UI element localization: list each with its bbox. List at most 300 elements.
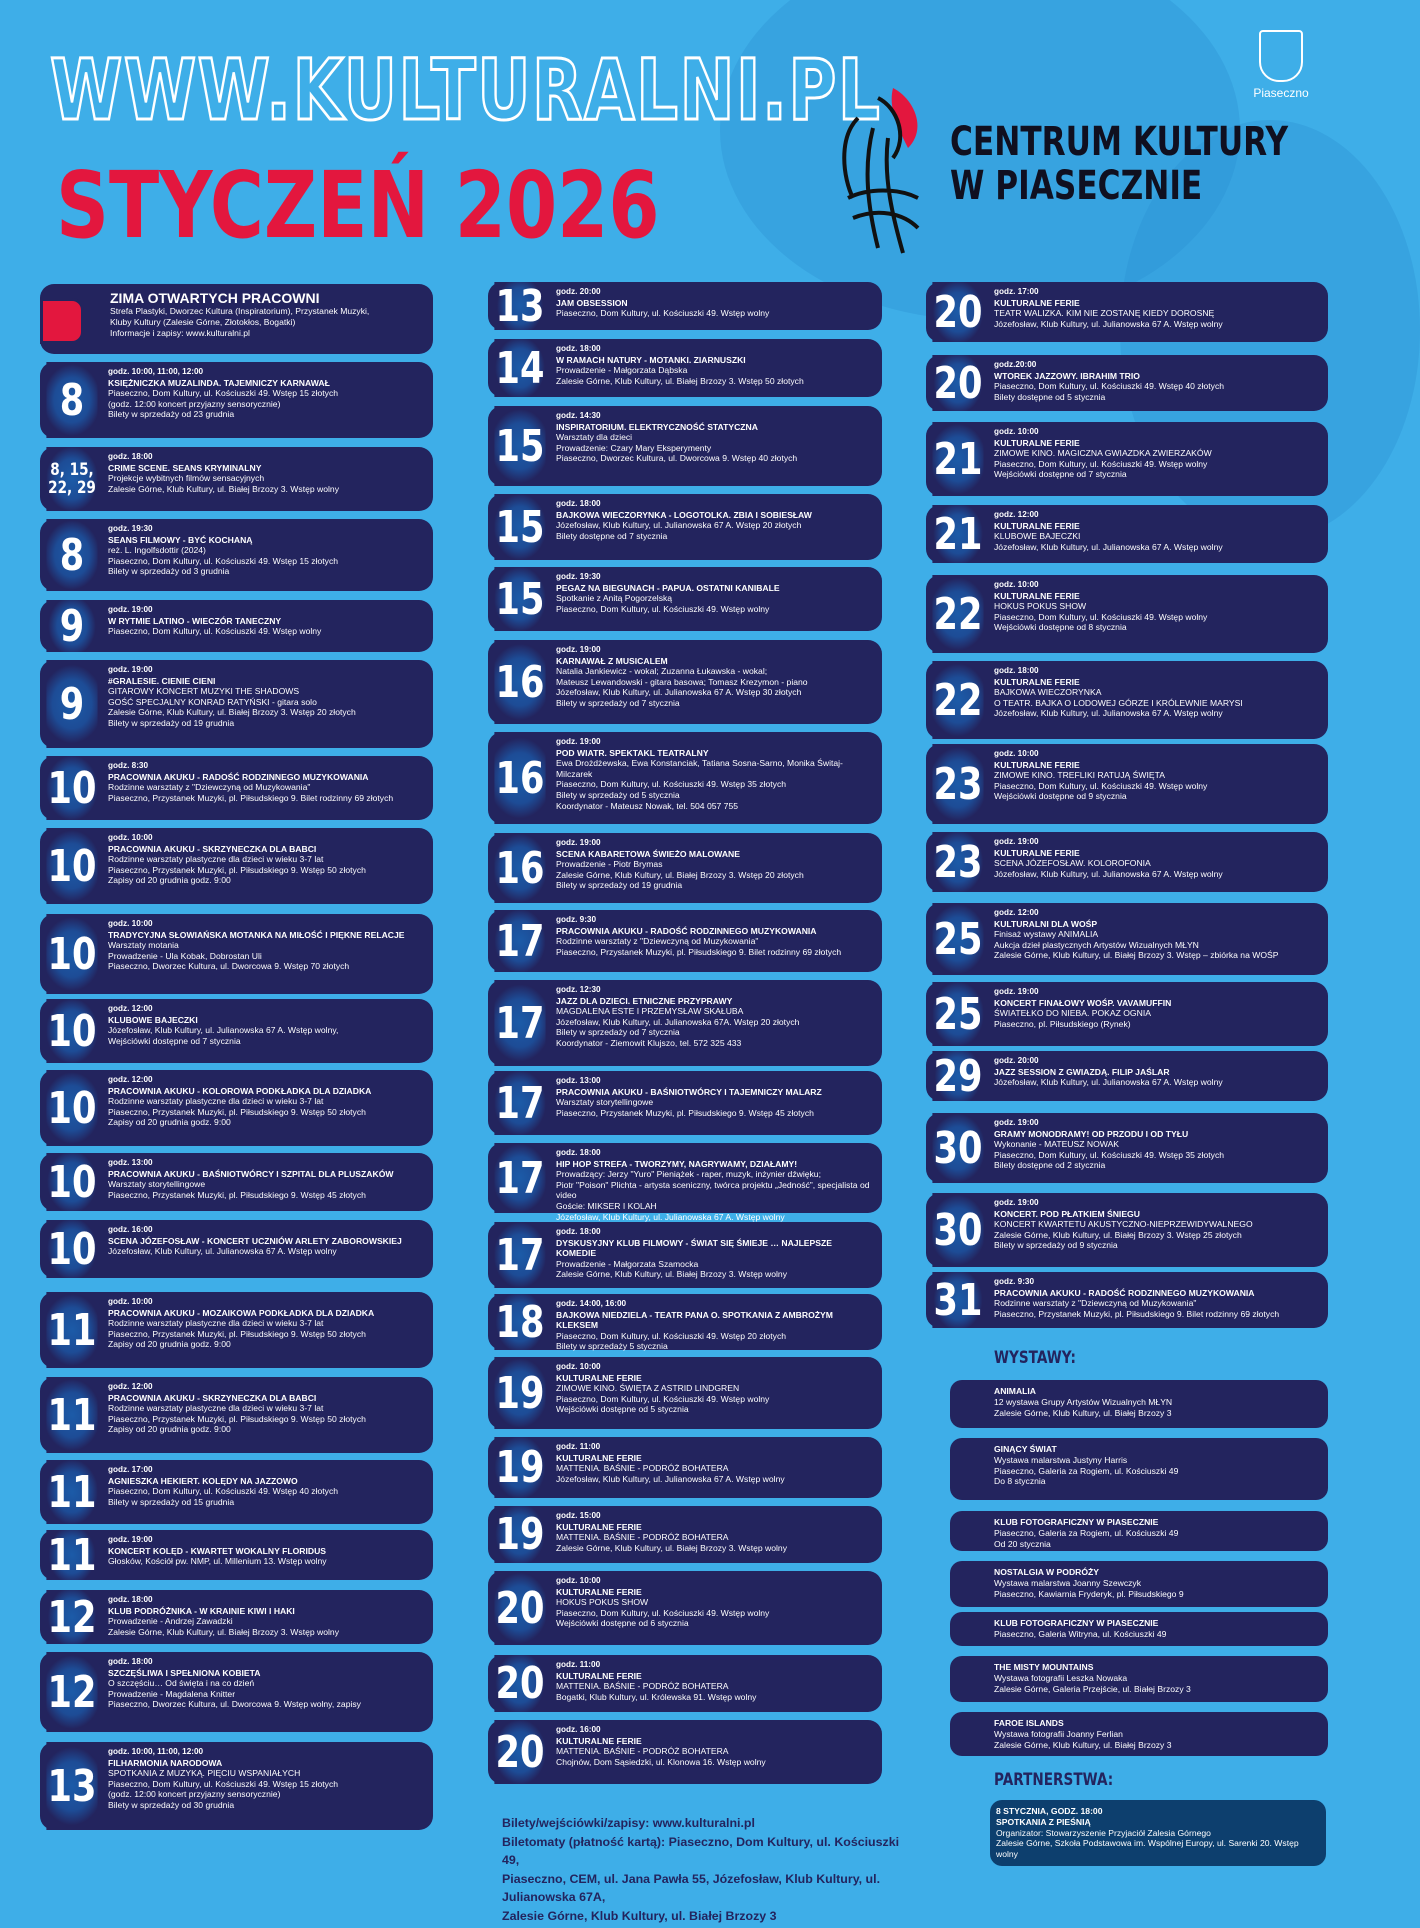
event-day: 25 bbox=[932, 903, 983, 975]
event-card[interactable] bbox=[488, 406, 882, 486]
event-title: BAJKOWA WIECZORYNKA - LOGOTOLKA. ZBIA I SOBIESŁAW bbox=[556, 509, 812, 520]
event-line: Józefosław, Klub Kultury, ul. Julianowska 67 A. Wstęp wolny, bbox=[108, 1025, 339, 1036]
event-line: Mateusz Lewandowski - gitara basowa; Tomasz Krezymon - piano bbox=[556, 676, 808, 687]
event-details bbox=[108, 1297, 425, 1350]
event-card[interactable] bbox=[40, 1292, 433, 1368]
town-crest bbox=[1246, 30, 1316, 100]
event-line: O szczęściu… Od święta i na co dzień bbox=[108, 1678, 255, 1689]
event-line: MATTENIA. BAŚNIE - PODRÓŻ BOHATERA bbox=[556, 1681, 729, 1692]
event-time: godz. 11:00 bbox=[556, 1660, 601, 1669]
event-card[interactable] bbox=[488, 1143, 882, 1222]
event-title: KLUB PODRÓŻNIKA - W KRAINIE KIWI I HAKI bbox=[108, 1605, 295, 1616]
event-line: MAGDALENA ESTE I PRZEMYSŁAW SKAŁUBA bbox=[556, 1006, 744, 1017]
event-line: Piaseczno, Dom Kultury, ul. Kościuszki 49. Wstęp 15 złotych bbox=[108, 388, 339, 399]
partnerships-heading: PARTNERSTWA: bbox=[994, 1770, 1114, 1790]
event-card[interactable] bbox=[926, 744, 1328, 824]
event-day: 16 bbox=[494, 732, 545, 824]
event-card[interactable] bbox=[488, 1720, 882, 1784]
event-time: godz. 19:30 bbox=[556, 572, 601, 581]
event-card[interactable] bbox=[488, 567, 882, 631]
event-card[interactable] bbox=[40, 999, 433, 1063]
event-line: Piaseczno, Dom Kultury, ul. Kościuszki 49. Wstęp wolny bbox=[556, 308, 770, 319]
event-card[interactable] bbox=[488, 910, 882, 972]
event-card[interactable] bbox=[926, 282, 1328, 342]
event-title: KULTURALNE FERIE bbox=[994, 676, 1080, 687]
event-time: godz. 11:00 bbox=[556, 1442, 601, 1451]
event-title: PRACOWNIA AKUKU - KOLOROWA PODKŁADKA DLA DZIADKA bbox=[108, 1085, 372, 1096]
event-card[interactable] bbox=[40, 1377, 433, 1453]
event-line: KLUBOWE BAJECZKI bbox=[994, 531, 1081, 542]
event-time: godz. 12:00 bbox=[994, 510, 1039, 519]
event-title: FILHARMONIA NARODOWA bbox=[108, 1757, 223, 1768]
exhibition-card[interactable] bbox=[950, 1712, 1328, 1756]
event-card[interactable] bbox=[926, 575, 1328, 653]
event-line: Ewa Drożdżewska, Ewa Konstanciak, Tatiana Sosna-Sarno, Monika Świtaj-Milczarek bbox=[556, 758, 843, 779]
event-card[interactable] bbox=[488, 1357, 882, 1429]
event-time: godz. 19:00 bbox=[994, 987, 1039, 996]
event-title: KULTURALNE FERIE bbox=[556, 1670, 642, 1681]
event-line: Józefosław, Klub Kultury, ul. Julianowska 67 A. Wstęp wolny bbox=[994, 541, 1223, 552]
event-title: HIP HOP STREFA - TWORZYMY, NAGRYWAMY, DZIAŁAMY! bbox=[556, 1158, 798, 1169]
event-time: godz. 17:00 bbox=[994, 287, 1039, 296]
event-time: godz. 10:00 bbox=[556, 1362, 601, 1371]
event-line: Piaseczno, Dom Kultury, ul. Kościuszki 49. Wstęp wolny bbox=[994, 611, 1208, 622]
event-time: godz. 13:00 bbox=[556, 1076, 601, 1085]
event-line: BAJKOWA WIECZORYNKA bbox=[994, 687, 1102, 698]
event-line: Piaseczno, Dom Kultury, ul. Kościuszki 49. Wstęp 35 złotych bbox=[556, 779, 787, 790]
event-card[interactable] bbox=[488, 339, 882, 397]
event-card[interactable] bbox=[926, 661, 1328, 739]
event-card[interactable] bbox=[488, 980, 882, 1066]
event-title: KULTURALNI DLA WOŚP bbox=[994, 918, 1098, 929]
red-dot-icon bbox=[40, 298, 84, 344]
event-day: 23 bbox=[932, 744, 983, 824]
event-title: PRACOWNIA AKUKU - BAŚNIOTWÓRCY I SZPITAL DLA PLUSZAKÓW bbox=[108, 1168, 394, 1179]
event-title: KONCERT FINAŁOWY WOŚP. VAVAMUFFIN bbox=[994, 997, 1172, 1008]
event-title: WTOREK JAZZOWY. IBRAHIM TRIO bbox=[994, 370, 1140, 381]
event-details bbox=[556, 499, 874, 541]
event-card[interactable] bbox=[488, 1071, 882, 1135]
event-day: 17 bbox=[494, 1071, 545, 1135]
event-details bbox=[108, 1075, 425, 1128]
event-line: MATTENIA. BAŚNIE - PODRÓŻ BOHATERA bbox=[556, 1463, 729, 1474]
footer-tickets bbox=[502, 1814, 902, 1925]
event-card[interactable] bbox=[488, 1506, 882, 1563]
event-title: PRACOWNIA AKUKU - RADOŚĆ RODZINNEGO MUZYKOWANIA bbox=[556, 925, 817, 936]
event-card[interactable] bbox=[488, 1571, 882, 1645]
event-line: Rodzinne warsztaty plastyczne dla dzieci w wieku 3-7 lat bbox=[108, 854, 324, 865]
event-title: SEANS FILMOWY - BYĆ KOCHANĄ bbox=[108, 534, 253, 545]
event-day: 20 bbox=[932, 282, 983, 342]
event-line: Rodzinne warsztaty plastyczne dla dzieci w wieku 3-7 lat bbox=[108, 1096, 324, 1107]
event-time: godz. 10:00 bbox=[556, 1576, 601, 1585]
event-details bbox=[556, 1442, 874, 1484]
event-details bbox=[556, 838, 874, 891]
event-day: 14 bbox=[494, 339, 545, 397]
event-line: Zalesie Górne, Klub Kultury, ul. Białej Brzozy 3. Wstęp wolny bbox=[108, 483, 340, 494]
event-card[interactable] bbox=[40, 756, 433, 820]
event-card[interactable] bbox=[926, 1193, 1328, 1267]
event-line: Piaseczno, Dom Kultury, ul. Kościuszki 49. Wstęp wolny bbox=[556, 603, 770, 614]
event-title: CRIME SCENE. SEANS KRYMINALNY bbox=[108, 462, 262, 473]
event-line: Goście: MIKSER I KOLAH bbox=[556, 1200, 657, 1211]
event-title: KULTURALNE FERIE bbox=[556, 1521, 642, 1532]
event-time: godz. 12:00 bbox=[994, 908, 1039, 917]
event-title: JAM OBSESSION bbox=[556, 297, 628, 308]
event-card[interactable] bbox=[926, 505, 1328, 563]
event-day: 22 bbox=[932, 661, 983, 739]
event-line: Piaseczno, Dom Kultury, ul. Kościuszki 49. Wstęp wolny bbox=[994, 458, 1208, 469]
event-day: 19 bbox=[494, 1437, 545, 1498]
org-line-2: W PIASECZNIE bbox=[950, 163, 1203, 209]
event-line: Zapisy od 20 grudnia godz. 9:00 bbox=[108, 875, 231, 886]
event-line: Józefosław, Klub Kultury, ul. Julianowska 67 A. Wstęp wolny bbox=[994, 1077, 1223, 1088]
event-details bbox=[108, 1657, 425, 1710]
event-title: PRACOWNIA AKUKU - SKRZYNECZKA DLA BABCI bbox=[108, 843, 317, 854]
event-line: Prowadzenie - Małgorzata Dąbska bbox=[556, 365, 688, 376]
event-line: Projekcje wybitnych filmów sensacyjnych bbox=[108, 473, 265, 484]
exhibition-line: Piaseczno, Galeria Witryna, ul. Kościuszki 49 bbox=[994, 1628, 1167, 1639]
event-line: MATTENIA. BAŚNIE - PODRÓŻ BOHATERA bbox=[556, 1746, 729, 1757]
event-card[interactable] bbox=[926, 422, 1328, 496]
exhibition-line: Piaseczno, Galeria za Rogiem, ul. Kościuszki 49 bbox=[994, 1527, 1179, 1538]
event-line: Wejściówki dostępne od 7 stycznia bbox=[994, 469, 1127, 480]
exhibition-details bbox=[994, 1567, 1320, 1599]
event-line: Piaseczno, Przystanek Muzyki, pl. Piłsudskiego 9. Bilet rodzinny 69 złotych bbox=[108, 792, 394, 803]
event-day: 19 bbox=[494, 1357, 545, 1429]
event-card[interactable] bbox=[40, 1590, 433, 1644]
event-details bbox=[556, 915, 874, 957]
event-line: Piaseczno, pl. Piłsudskiego (Rynek) bbox=[994, 1018, 1131, 1029]
event-line: Rodzinne warsztaty z "Dziewczyną od Muzykowania" bbox=[108, 782, 311, 793]
event-line: Bilety w sprzedaży od 23 grudnia bbox=[108, 409, 235, 420]
event-line: Bilety w sprzedaży od 19 grudnia bbox=[556, 880, 683, 891]
event-card[interactable] bbox=[488, 640, 882, 724]
event-title: JAZZ DLA DZIECI. ETNICZNE PRZYPRAWY bbox=[556, 995, 733, 1006]
event-line: Piaseczno, Przystanek Muzyki, pl. Piłsudskiego 9. Wstęp 50 złotych bbox=[108, 1328, 366, 1339]
event-day: 22 bbox=[932, 575, 983, 653]
event-title: W RAMACH NATURY - MOTANKI. ZIARNUSZKI bbox=[556, 354, 746, 365]
event-line: Warsztaty motania bbox=[108, 940, 179, 951]
event-card[interactable] bbox=[40, 600, 433, 652]
event-day: 23 bbox=[932, 832, 983, 892]
org-line-1: CENTRUM KULTURY bbox=[950, 119, 1289, 165]
event-title: KULTURALNE FERIE bbox=[994, 847, 1080, 858]
exhibition-card[interactable] bbox=[950, 1380, 1328, 1428]
event-card[interactable] bbox=[488, 1655, 882, 1712]
event-time: godz. 19:00 bbox=[108, 1535, 153, 1544]
event-day: 29 bbox=[933, 1050, 983, 1102]
event-line: ŚWIATEŁKO DO NIEBA. POKAZ OGNIA bbox=[994, 1008, 1151, 1019]
event-day: 10 bbox=[46, 1070, 97, 1146]
exhibition-line: Do 8 stycznia bbox=[994, 1476, 1046, 1487]
event-title: KONCERT KOLĘD - KWARTET WOKALNY FLORIDUS bbox=[108, 1545, 327, 1556]
exhibition-line: Zalesie Górne, Klub Kultury, ul. Białej Brzozy 3 bbox=[994, 1739, 1172, 1750]
event-time: godz. 18:00 bbox=[108, 452, 153, 461]
event-line: Zalesie Górne, Klub Kultury, ul. Białej Brzozy 3. Wstęp wolny bbox=[556, 1269, 788, 1280]
event-day: 11 bbox=[46, 1460, 97, 1524]
event-time: godz. 10:00, 11:00, 12:00 bbox=[108, 367, 204, 376]
month-title: STYCZEŃ 2026 bbox=[56, 152, 660, 259]
event-line: Bilety w sprzedaży od 19 grudnia bbox=[108, 717, 235, 728]
partnership-line: Zalesie Górne, Szkoła Podstawowa im. Wspólnej Europy, ul. Sarenki 20. Wstęp wolny bbox=[996, 1838, 1299, 1860]
partnership-line: Organizator: Stowarzyszenie Przyjaciół Zalesia Górnego bbox=[996, 1827, 1211, 1838]
event-time: godz. 18:00 bbox=[556, 1148, 601, 1157]
event-card[interactable] bbox=[488, 833, 882, 903]
event-line: Bilety w sprzedaży od 7 stycznia bbox=[556, 1027, 680, 1038]
event-line: GITAROWY KONCERT MUZYKI THE SHADOWS bbox=[108, 686, 300, 697]
footer-line: Bilety/wejściówki/zapisy: www.kulturalni.pl bbox=[502, 1816, 755, 1830]
event-title: GRAMY MONODRAMY! OD PRZODU I OD TYŁU bbox=[994, 1128, 1189, 1139]
exhibition-line: Zalesie Górne, Galeria Przejście, ul. Białej Brzozy 3 bbox=[994, 1683, 1191, 1694]
event-details bbox=[994, 1118, 1320, 1171]
event-line: Piaseczno, Dom Kultury, ul. Kościuszki 49. Wstęp wolny bbox=[108, 626, 322, 637]
event-details bbox=[108, 452, 425, 494]
event-line: Piaseczno, Przystanek Muzyki, pl. Piłsudskiego 9. Wstęp 45 złotych bbox=[556, 1107, 814, 1118]
event-time: godz. 10:00 bbox=[108, 919, 153, 928]
event-card[interactable] bbox=[40, 519, 433, 591]
event-day: 8 bbox=[46, 362, 97, 438]
event-card[interactable] bbox=[926, 832, 1328, 892]
event-title: KULTURALNE FERIE bbox=[994, 297, 1080, 308]
event-details bbox=[556, 1076, 874, 1118]
event-line: GOŚĆ SPECJALNY KONRAD RATYŃSKI - gitara solo bbox=[108, 696, 317, 707]
exhibition-details bbox=[994, 1662, 1320, 1694]
event-day: 8 bbox=[46, 519, 97, 591]
event-time: godz. 12:00 bbox=[108, 1075, 153, 1084]
event-details bbox=[556, 572, 874, 614]
event-line: Zalesie Górne, Klub Kultury, ul. Białej Brzozy 3. Wstęp 25 złotych bbox=[994, 1229, 1242, 1240]
partnership-title: SPOTKANIA Z PIEŚNIĄ bbox=[996, 1816, 1091, 1827]
exhibition-details bbox=[994, 1444, 1320, 1487]
exhibition-line: Wystawa fotografii Joanny Ferlian bbox=[994, 1728, 1123, 1739]
event-line: Piaseczno, Przystanek Muzyki, pl. Piłsudskiego 9. Bilet rodzinny 69 złotych bbox=[994, 1308, 1280, 1319]
event-details bbox=[556, 1576, 874, 1629]
event-card[interactable] bbox=[488, 494, 882, 560]
event-details bbox=[108, 1747, 425, 1811]
event-card[interactable] bbox=[488, 1222, 882, 1288]
event-time: godz. 19:00 bbox=[994, 1198, 1039, 1207]
event-line: Bilety w sprzedaży od 3 grudnia bbox=[108, 566, 230, 577]
event-card[interactable] bbox=[926, 1272, 1328, 1328]
event-card[interactable] bbox=[40, 660, 433, 748]
event-card[interactable] bbox=[926, 355, 1328, 411]
event-line: Zalesie Górne, Klub Kultury, ul. Białej Brzozy 3. Wstęp 50 złotych bbox=[556, 375, 804, 386]
event-line: ZIMOWE KINO. ŚWIĘTA Z ASTRID LINDGREN bbox=[556, 1383, 740, 1394]
event-card[interactable] bbox=[40, 1220, 433, 1278]
event-time: godz. 12:00 bbox=[108, 1004, 153, 1013]
event-time: godz. 19:00 bbox=[108, 605, 153, 614]
event-line: Piaseczno, Przystanek Muzyki, pl. Piłsudskiego 9. Wstęp 50 złotych bbox=[108, 1106, 366, 1117]
event-day: 10 bbox=[46, 914, 97, 994]
event-day: 15 bbox=[494, 406, 545, 486]
event-line: Józefosław, Klub Kultury, ul. Julianowska 67 A. Wstęp wolny bbox=[994, 318, 1223, 329]
event-line: Zapisy od 20 grudnia godz. 9:00 bbox=[108, 1424, 231, 1435]
event-day: 13 bbox=[46, 1742, 97, 1830]
event-details bbox=[994, 287, 1320, 329]
event-line: Piaseczno, Dom Kultury, ul. Kościuszki 49. Wstęp wolny bbox=[556, 1607, 770, 1618]
event-day: 8, 15, 22, 29 bbox=[46, 447, 97, 511]
event-title: PRACOWNIA AKUKU - BAŚNIOTWÓRCY I TAJEMNICZY MALARZ bbox=[556, 1086, 822, 1097]
event-title: SCENA KABARETOWA ŚWIEŻO MALOWANE bbox=[556, 848, 740, 859]
exhibition-details bbox=[994, 1517, 1320, 1549]
event-title: BAJKOWA NIEDZIELA - TEATR PANA O. SPOTKANIA Z AMBROŻYM KLEKSEM bbox=[556, 1309, 833, 1331]
event-details bbox=[994, 427, 1320, 480]
event-card[interactable] bbox=[488, 732, 882, 824]
event-line: Zapisy od 20 grudnia godz. 9:00 bbox=[108, 1117, 231, 1128]
exhibitions-heading: WYSTAWY: bbox=[994, 1348, 1076, 1368]
event-line: Piaseczno, Dworzec Kultura, ul. Dworcowa 9. Wstęp 70 złotych bbox=[108, 961, 350, 972]
event-line: Piaseczno, Dom Kultury, ul. Kościuszki 49. Wstęp 40 złotych bbox=[994, 381, 1225, 392]
event-line: SCENA JÓZEFOSŁAW. KOLOROFONIA bbox=[994, 858, 1151, 869]
event-time: godz. 12:00 bbox=[108, 1382, 153, 1391]
event-details bbox=[556, 287, 874, 319]
event-title: KONCERT. POD PŁATKIEM ŚNIEGU bbox=[994, 1208, 1140, 1219]
event-line: Piaseczno, Dom Kultury, ul. Kościuszki 49. Wstęp 15 złotych bbox=[108, 1778, 339, 1789]
event-card[interactable] bbox=[40, 828, 433, 904]
event-day: 20 bbox=[494, 1655, 545, 1712]
event-card[interactable] bbox=[488, 1437, 882, 1498]
event-details bbox=[108, 367, 425, 420]
exhibition-line: 12 wystawa Grupy Artystów Wizualnych MŁYN bbox=[994, 1396, 1173, 1407]
event-time: godz. 19:00 bbox=[556, 737, 601, 746]
event-line: Natalia Jankiewicz - wokal; Zuzanna Łukawska - wokal; bbox=[556, 666, 768, 677]
event-details bbox=[556, 1511, 874, 1553]
event-details bbox=[994, 749, 1320, 802]
event-card[interactable] bbox=[40, 362, 433, 438]
event-day: 21 bbox=[932, 505, 983, 563]
event-details bbox=[556, 1148, 874, 1222]
event-card[interactable] bbox=[926, 982, 1328, 1046]
event-line: Piaseczno, Dworzec Kultura, ul. Dworcowa 9. Wstęp 40 złotych bbox=[556, 453, 798, 464]
event-line: KONCERT KWARTETU AKUSTYCZNO-NIEPRZEWIDYWALNEGO bbox=[994, 1219, 1253, 1230]
event-line: Wejściówki dostępne od 9 stycznia bbox=[994, 791, 1127, 802]
event-time: godz. 18:00 bbox=[108, 1657, 153, 1666]
exhibition-card[interactable] bbox=[950, 1438, 1328, 1500]
event-time: godz. 10:00 bbox=[994, 749, 1039, 758]
exhibition-card[interactable] bbox=[950, 1511, 1328, 1551]
event-day: 17 bbox=[494, 980, 545, 1066]
event-details bbox=[994, 1198, 1320, 1251]
event-title: KSIĘŻNICZKA MUZALINDA. TAJEMNICZY KARNAWAŁ bbox=[108, 377, 330, 388]
event-card[interactable] bbox=[40, 1530, 433, 1580]
event-title: PRACOWNIA AKUKU - RADOŚĆ RODZINNEGO MUZYKOWANIA bbox=[108, 771, 369, 782]
event-line: reż. L. Ingolfsdottir (2024) bbox=[108, 545, 206, 556]
event-card[interactable] bbox=[926, 1113, 1328, 1183]
footer-line: Piaseczno, CEM, ul. Jana Pawła 55, Józefosław, Klub Kultury, ul. Julianowska 67A, bbox=[502, 1871, 881, 1904]
event-line: Józefosław, Klub Kultury, ul. Julianowska 67 A. Wstęp wolny bbox=[994, 868, 1223, 879]
event-card[interactable] bbox=[488, 282, 882, 330]
event-line: Rodzinne warsztaty z "Dziewczyną od Muzykowania" bbox=[994, 1298, 1197, 1309]
event-line: O TEATR. BAJKA O LODOWEJ GÓRZE I KRÓLEWNIE MARYSI bbox=[994, 697, 1243, 708]
event-title: #GRALESIE. CIENIE CIENI bbox=[108, 675, 216, 686]
event-line: Finisaż wystawy ANIMALIA bbox=[994, 929, 1099, 940]
event-time: godz. 10:00 bbox=[994, 427, 1039, 436]
event-details bbox=[994, 666, 1320, 719]
event-time: godz. 10:00 bbox=[108, 1297, 153, 1306]
event-card[interactable] bbox=[40, 1460, 433, 1524]
event-line: Chojnów, Dom Sąsiedzki, ul. Klonowa 16. Wstęp wolny bbox=[556, 1756, 766, 1767]
event-card[interactable] bbox=[40, 914, 433, 994]
exhibition-card[interactable] bbox=[950, 1656, 1328, 1702]
event-line: Bilety dostępne od 5 stycznia bbox=[994, 391, 1106, 402]
event-details bbox=[994, 1056, 1320, 1088]
event-line: Bilety dostępne od 2 stycznia bbox=[994, 1160, 1106, 1171]
event-line: Józefosław, Klub Kultury, ul. Julianowska 67 A. Wstęp wolny bbox=[556, 1473, 785, 1484]
event-card[interactable] bbox=[488, 1294, 882, 1350]
event-title: KULTURALNE FERIE bbox=[556, 1372, 642, 1383]
event-card[interactable] bbox=[40, 1652, 433, 1732]
event-time: godz.20:00 bbox=[994, 360, 1037, 369]
zima-title: ZIMA OTWARTYCH PRACOWNI bbox=[110, 290, 320, 306]
exhibition-card[interactable] bbox=[950, 1561, 1328, 1607]
event-line: Józefosław, Klub Kultury, ul. Julianowska 67 A. Wstęp wolny bbox=[556, 1211, 785, 1222]
event-time: godz. 16:00 bbox=[556, 1725, 601, 1734]
event-card[interactable] bbox=[926, 1051, 1328, 1101]
exhibition-details bbox=[994, 1386, 1320, 1418]
event-details bbox=[108, 1382, 425, 1435]
event-details bbox=[108, 761, 425, 803]
event-card[interactable] bbox=[40, 1742, 433, 1830]
event-details bbox=[556, 411, 874, 464]
event-line: ZIMOWE KINO. TREFLIKI RATUJĄ ŚWIĘTA bbox=[994, 770, 1165, 781]
event-details bbox=[108, 1535, 425, 1567]
event-line: Piaseczno, Przystanek Muzyki, pl. Piłsudskiego 9. Wstęp 45 złotych bbox=[108, 1189, 366, 1200]
event-day: 30 bbox=[932, 1113, 983, 1183]
event-line: ZIMOWE KINO. MAGICZNA GWIAZDKA ZWIERZAKÓW bbox=[994, 448, 1212, 459]
event-details bbox=[994, 987, 1320, 1029]
event-line: Bilety w sprzedaży 5 stycznia bbox=[556, 1341, 668, 1352]
event-line: HOKUS POKUS SHOW bbox=[994, 601, 1087, 612]
event-line: Zalesie Górne, Klub Kultury, ul. Białej Brzozy 3. Wstęp wolny bbox=[556, 1542, 788, 1553]
event-time: godz. 20:00 bbox=[994, 1056, 1039, 1065]
event-line: Zalesie Górne, Klub Kultury, ul. Białej Brzozy 3. Wstęp – zbiórka na WOŚP bbox=[994, 950, 1279, 961]
event-line: Józefosław, Klub Kultury, ul. Julianowska 67 A. Wstęp wolny bbox=[994, 708, 1223, 719]
event-card[interactable] bbox=[926, 903, 1328, 975]
event-line: Warsztaty storytellingowe bbox=[108, 1179, 206, 1190]
event-line: Józefosław, Klub Kultury, ul. Julianowska 67 A. Wstęp wolny bbox=[108, 1246, 337, 1257]
event-day: 20 bbox=[494, 1720, 545, 1784]
event-line: Piaseczno, Dom Kultury, ul. Kościuszki 49. Wstęp 35 złotych bbox=[994, 1149, 1225, 1160]
event-day: 13 bbox=[495, 280, 545, 332]
exhibition-card[interactable] bbox=[950, 1612, 1328, 1646]
site-url[interactable]: WWW.KULTURALNI.PL bbox=[50, 41, 882, 139]
event-line: Józefosław, Klub Kultury, ul. Julianowska 67 A. Wstęp 20 złotych bbox=[556, 520, 802, 531]
event-details bbox=[994, 580, 1320, 633]
event-time: godz. 12:30 bbox=[556, 985, 601, 994]
event-title: KULTURALNE FERIE bbox=[556, 1586, 642, 1597]
event-line: Prowadzenie - Małgorzata Szamocka bbox=[556, 1258, 699, 1269]
event-card[interactable] bbox=[40, 1153, 433, 1211]
event-title: KLUBOWE BAJECZKI bbox=[108, 1014, 198, 1025]
event-day: 17 bbox=[494, 1222, 545, 1288]
event-card[interactable] bbox=[40, 447, 433, 511]
event-line: Zalesie Górne, Klub Kultury, ul. Białej Brzozy 3. Wstęp 20 złotych bbox=[556, 869, 804, 880]
event-time: godz. 19:00 bbox=[994, 1118, 1039, 1127]
event-line: Prowadzenie - Ula Kobak, Dobrostan Uli bbox=[108, 950, 262, 961]
event-day: 16 bbox=[494, 833, 545, 903]
event-details bbox=[556, 1299, 874, 1352]
event-title: AGNIESZKA HEKIERT. KOLĘDY NA JAZZOWO bbox=[108, 1475, 298, 1486]
event-line: Wykonanie - MATEUSZ NOWAK bbox=[994, 1139, 1120, 1150]
event-card[interactable] bbox=[40, 1070, 433, 1146]
partnership-card[interactable] bbox=[990, 1800, 1326, 1866]
organization-name bbox=[950, 120, 1288, 208]
event-time: godz. 15:00 bbox=[556, 1511, 601, 1520]
event-day: 12 bbox=[46, 1652, 97, 1732]
event-line: Prowadzący: Jerzy "Yuro" Pieniążek - raper, muzyk, inżynier dźwięku; bbox=[556, 1169, 821, 1180]
event-details bbox=[556, 645, 874, 709]
